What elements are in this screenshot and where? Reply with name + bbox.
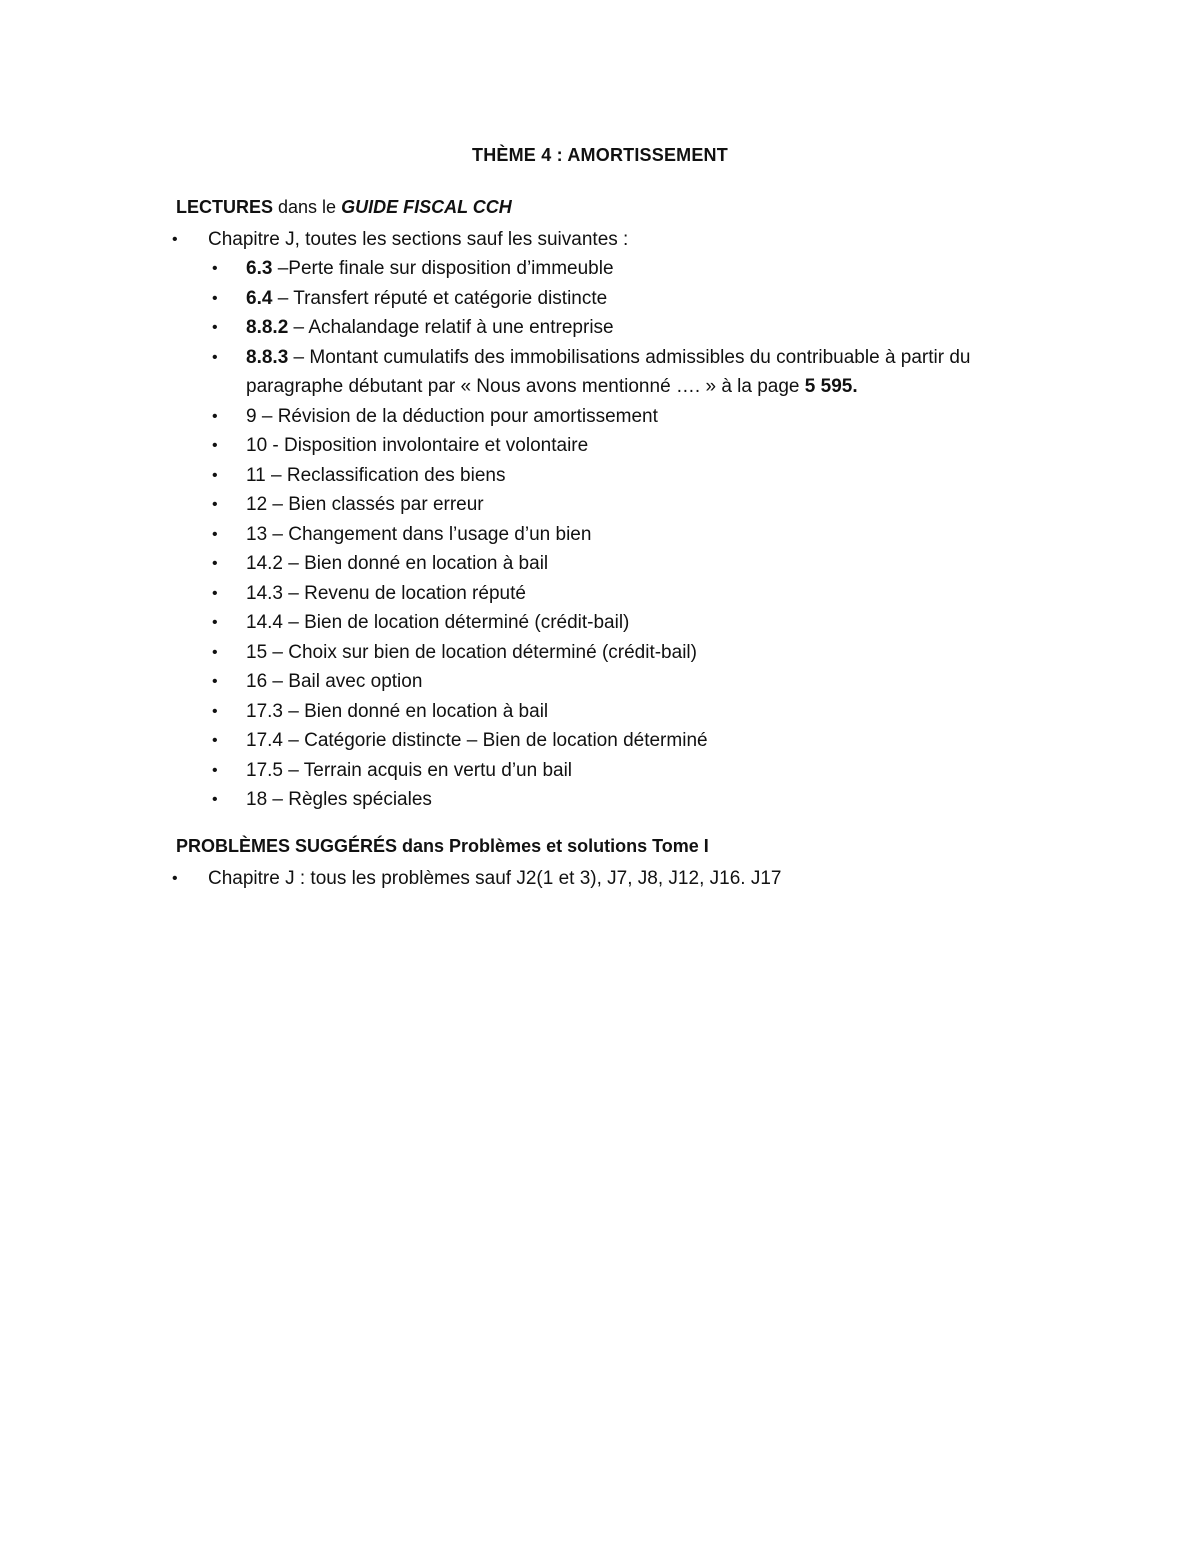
exception-text xyxy=(246,490,484,519)
list-item-text: Chapitre J, toutes les sections sauf les suivantes : xyxy=(208,229,629,250)
bullet-icon: • xyxy=(212,289,218,307)
exception-text xyxy=(246,520,591,549)
exception-text xyxy=(246,431,588,460)
exception-item xyxy=(212,490,1052,519)
problemes-heading: PROBLÈMES SUGGÉRÉS dans Problèmes et solutions Tome I xyxy=(176,836,709,856)
exception-text xyxy=(246,461,505,490)
section-title: – Montant cumulatifs des immobilisations admissibles du contribuable à partir du paragraphe débutant par « Nous avons mentionné …. » à la page xyxy=(246,346,971,397)
bullet-icon: • xyxy=(212,643,218,661)
section-number: 17.3 xyxy=(246,700,283,722)
exception-item xyxy=(212,313,1052,342)
bullet-icon: • xyxy=(212,555,218,572)
section-title: – Révision de la déduction pour amortissement xyxy=(256,405,658,427)
bullet-icon: • xyxy=(212,732,218,749)
bullet-icon: • xyxy=(212,525,218,543)
section-title: – Bien de location déterminé (crédit-bail) xyxy=(282,612,630,633)
section-title: – Bien donné en location à bail xyxy=(282,700,549,722)
page-reference: 5 595. xyxy=(804,375,858,397)
exception-item xyxy=(212,520,1052,549)
problemes-item xyxy=(172,864,1052,893)
section-number: 13 xyxy=(246,523,268,545)
exception-text xyxy=(246,313,614,342)
section-number: 15 xyxy=(246,641,268,663)
section-number: 17.5 xyxy=(246,759,283,781)
exception-text xyxy=(246,402,658,431)
section-title: - Disposition involontaire et volontaire xyxy=(267,435,589,456)
section-number: 16 xyxy=(246,671,268,692)
exception-item xyxy=(212,284,1052,313)
section-title: – Bien donné en location à bail xyxy=(282,553,549,574)
exception-text xyxy=(246,549,548,578)
bullet-icon: • xyxy=(212,437,218,454)
bullet-icon: • xyxy=(172,870,178,887)
exception-item xyxy=(212,579,1052,608)
bullet-icon: • xyxy=(212,614,218,631)
exception-item xyxy=(212,431,1052,460)
bullet-icon: • xyxy=(212,407,218,425)
section-title: – Bail avec option xyxy=(267,671,423,692)
section-title: – Catégorie distincte – Bien de location déterminé xyxy=(282,730,708,751)
section-title: – Revenu de location réputé xyxy=(282,582,526,604)
exception-text xyxy=(246,697,548,726)
bullet-icon: • xyxy=(212,260,218,277)
bullet-icon: • xyxy=(212,466,218,484)
section-title: – Choix sur bien de location déterminé (crédit-bail) xyxy=(267,641,697,663)
section-number: 14.2 xyxy=(246,553,283,574)
section-number: 12 xyxy=(246,494,268,515)
exception-text xyxy=(246,343,1052,401)
bullet-icon: • xyxy=(212,496,218,513)
section-number: 6.3 xyxy=(246,258,273,279)
section-title: – Transfert réputé et catégorie distincte xyxy=(272,287,608,309)
bullet-icon: • xyxy=(212,702,218,720)
exception-text xyxy=(246,579,526,608)
bullet-icon: • xyxy=(172,231,178,248)
bullet-icon: • xyxy=(212,791,218,808)
lectures-heading-bold: LECTURES xyxy=(176,197,274,217)
exception-item xyxy=(212,667,1052,696)
exception-text xyxy=(246,254,614,283)
lectures-heading xyxy=(176,197,512,218)
section-title: –Perte finale sur disposition d’immeuble xyxy=(272,258,614,279)
section-number: 18 xyxy=(246,789,268,810)
exception-item xyxy=(212,549,1052,578)
section-title: – Terrain acquis en vertu d’un bail xyxy=(282,759,573,781)
lectures-heading-mid: dans le xyxy=(273,197,342,217)
section-title: – Bien classés par erreur xyxy=(267,494,484,515)
exception-item xyxy=(212,697,1052,726)
list-item-text: Chapitre J : tous les problèmes sauf J2(1 et 3), J7, J8, J12, J16. J17 xyxy=(208,868,782,889)
section-number: 8.8.2 xyxy=(246,317,289,338)
bullet-icon: • xyxy=(212,673,218,690)
section-title: – Achalandage relatif à une entreprise xyxy=(288,317,614,338)
exception-text xyxy=(246,726,708,755)
exception-item xyxy=(212,726,1052,755)
bullet-icon: • xyxy=(212,761,218,779)
exception-text xyxy=(246,638,697,667)
exception-item xyxy=(212,608,1052,637)
exception-text xyxy=(246,667,422,696)
exception-item xyxy=(212,461,1052,490)
bullet-icon: • xyxy=(212,348,218,366)
section-number: 8.8.3 xyxy=(246,346,289,368)
lectures-intro-item xyxy=(172,225,1052,254)
exception-text xyxy=(246,785,432,814)
exception-item xyxy=(212,756,1052,785)
section-number: 14.4 xyxy=(246,612,283,633)
section-title: – Changement dans l’usage d’un bien xyxy=(267,523,592,545)
section-number: 11 xyxy=(246,464,266,486)
bullet-icon: • xyxy=(212,584,218,602)
bullet-icon: • xyxy=(212,319,218,336)
exception-item xyxy=(212,343,1052,401)
section-number: 10 xyxy=(246,435,268,456)
exception-item xyxy=(212,638,1052,667)
lectures-heading-guide: GUIDE FISCAL CCH xyxy=(341,197,512,217)
section-number: 6.4 xyxy=(246,287,273,309)
section-title: – Règles spéciales xyxy=(267,789,432,810)
exception-text xyxy=(246,608,629,637)
exception-item xyxy=(212,785,1052,814)
section-number: 9 xyxy=(246,405,257,427)
exception-item xyxy=(212,402,1052,431)
exception-text xyxy=(246,756,572,785)
section-title: – Reclassification des biens xyxy=(265,464,506,486)
section-number: 14.3 xyxy=(246,582,283,604)
exception-item xyxy=(212,254,1052,283)
section-number: 17.4 xyxy=(246,730,283,751)
page-title: THÈME 4 : AMORTISSEMENT xyxy=(472,145,728,165)
exception-text xyxy=(246,284,607,313)
